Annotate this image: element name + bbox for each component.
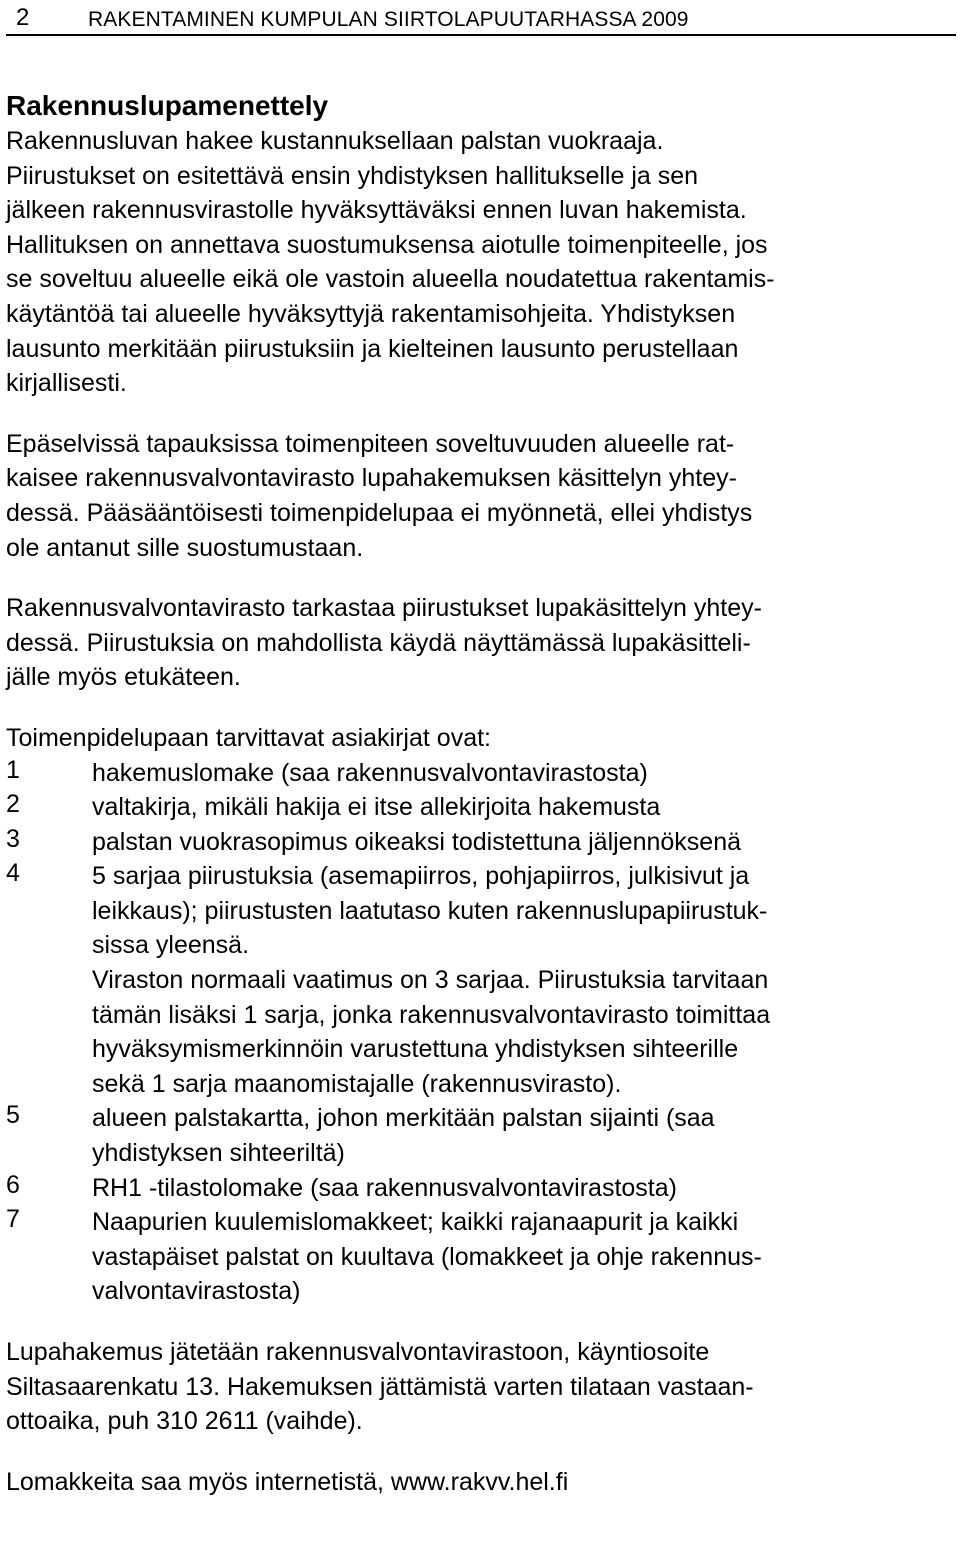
list-item xyxy=(6,1205,950,1309)
text-line: jälkeen rakennusvirastolle hyväksyttäväksi ennen luvan hakemista. xyxy=(6,196,747,225)
section-heading: Rakennuslupamenettely xyxy=(6,90,329,121)
header-title: RAKENTAMINEN KUMPULAN SIIRTOLAPUUTARHASSA 2009 xyxy=(88,8,689,31)
page-content xyxy=(6,88,950,1499)
list-item-text: valtakirja, mikäli hakija ei itse allekirjoita hakemusta xyxy=(92,793,661,822)
required-documents-list xyxy=(6,756,950,1310)
page-number: 2 xyxy=(16,4,30,31)
text-line: ottoaika, puh 310 2611 (vaihde). xyxy=(6,1407,363,1436)
text-line: kaisee rakennusvalvontavirasto lupahakemuksen käsittelyn yhtey- xyxy=(6,464,737,493)
list-item-text: RH1 -tilastolomake (saa rakennusvalvontavirastosta) xyxy=(92,1173,677,1202)
text-line: Piirustukset on esitettävä ensin yhdistyksen hallitukselle ja sen xyxy=(6,161,699,190)
list-item-number: 5 xyxy=(6,1101,20,1130)
list-item-number: 3 xyxy=(6,824,20,853)
list-item-text: vastapäiset palstat on kuultava (lomakkeet ja ohje rakennus- xyxy=(92,1242,762,1271)
list-item-number: 7 xyxy=(6,1205,20,1234)
paragraph-permit-applicant xyxy=(6,124,950,401)
list-item-text: valvontavirastosta) xyxy=(92,1277,301,1306)
list-item-text: leikkaus); piirustusten laatutaso kuten rakennuslupapiirustuk- xyxy=(92,896,768,925)
text-line: Lomakkeita saa myös internetistä, www.rakvv.hel.fi xyxy=(6,1467,569,1496)
text-line: dessä. Piirustuksia on mahdollista käydä näyttämässä lupakäsitteli- xyxy=(6,628,751,657)
list-item-text: hakemuslomake (saa rakennusvalvontavirastosta) xyxy=(92,758,648,787)
list-item xyxy=(6,1171,950,1206)
list-item-number: 6 xyxy=(6,1170,20,1199)
text-line: Hallituksen on annettava suostumuksensa aiotulle toimenpiteelle, jos xyxy=(6,230,768,259)
text-line: Rakennusluvan hakee kustannuksellaan palstan vuokraaja. xyxy=(6,127,664,155)
list-item xyxy=(6,790,950,825)
text-line: käytäntöä tai alueelle hyväksyttyjä rakentamisohjeita. Yhdistyksen xyxy=(6,299,736,328)
text-line: ole antanut sille suostumustaan. xyxy=(6,533,364,562)
list-item-number: 2 xyxy=(6,790,20,819)
text-line: Rakennusvalvontavirasto tarkastaa piirustukset lupakäsittelyn yhtey- xyxy=(6,594,762,623)
paragraph-unclear-cases xyxy=(6,427,950,565)
list-item-text: palstan vuokrasopimus oikeaksi todistettuna jäljennöksenä xyxy=(92,827,741,856)
list-item-text: tämän lisäksi 1 sarja, jonka rakennusvalvontavirasto toimittaa xyxy=(92,1000,771,1029)
list-item-number: 4 xyxy=(6,859,20,888)
list-item xyxy=(6,756,950,791)
text-line: jälle myös etukäteen. xyxy=(6,663,241,692)
list-item xyxy=(6,825,950,860)
list-item-text: sekä 1 sarja maanomistajalle (rakennusvirasto). xyxy=(92,1069,622,1098)
list-intro: Toimenpidelupaan tarvittavat asiakirjat ovat: xyxy=(6,723,491,752)
text-line: Epäselvissä tapauksissa toimenpiteen soveltuvuuden alueelle rat- xyxy=(6,429,735,458)
paragraph-forms-online xyxy=(6,1465,950,1500)
text-line: dessä. Pääsääntöisesti toimenpidelupaa ei myönnetä, ellei yhdistys xyxy=(6,498,753,527)
list-item xyxy=(6,859,950,1101)
text-line: lausunto merkitään piirustuksiin ja kielteinen lausunto perustellaan xyxy=(6,334,739,363)
text-line: Lupahakemus jätetään rakennusvalvontavirastoon, käyntiosoite xyxy=(6,1338,710,1366)
list-item-number: 1 xyxy=(6,755,20,784)
list-item-text: 5 sarjaa piirustuksia (asemapiirros, pohjapiirros, julkisivut ja xyxy=(92,862,750,891)
list-item-text: hyväksymismerkinnöin varustettuna yhdistyksen sihteerille xyxy=(92,1035,739,1064)
text-line: kirjallisesti. xyxy=(6,369,127,398)
paragraph-submission xyxy=(6,1335,950,1439)
text-line: se soveltuu alueelle eikä ole vastoin alueella noudatettua rakentamis- xyxy=(6,265,775,294)
list-item-text: Viraston normaali vaatimus on 3 sarjaa. Piirustuksia tarvitaan xyxy=(92,966,769,995)
list-item xyxy=(6,1101,950,1170)
list-item-text: Naapurien kuulemislomakkeet; kaikki rajanaapurit ja kaikki xyxy=(92,1208,739,1237)
paragraph-drawings-review xyxy=(6,591,950,695)
text-line: Siltasaarenkatu 13. Hakemuksen jättämistä varten tilataan vastaan- xyxy=(6,1372,754,1401)
list-item-text: sissa yleensä. xyxy=(92,931,250,960)
list-item-text: yhdistyksen sihteeriltä) xyxy=(92,1139,345,1168)
page-header xyxy=(6,4,956,36)
list-item-text: alueen palstakartta, johon merkitään palstan sijainti (saa xyxy=(92,1104,715,1133)
